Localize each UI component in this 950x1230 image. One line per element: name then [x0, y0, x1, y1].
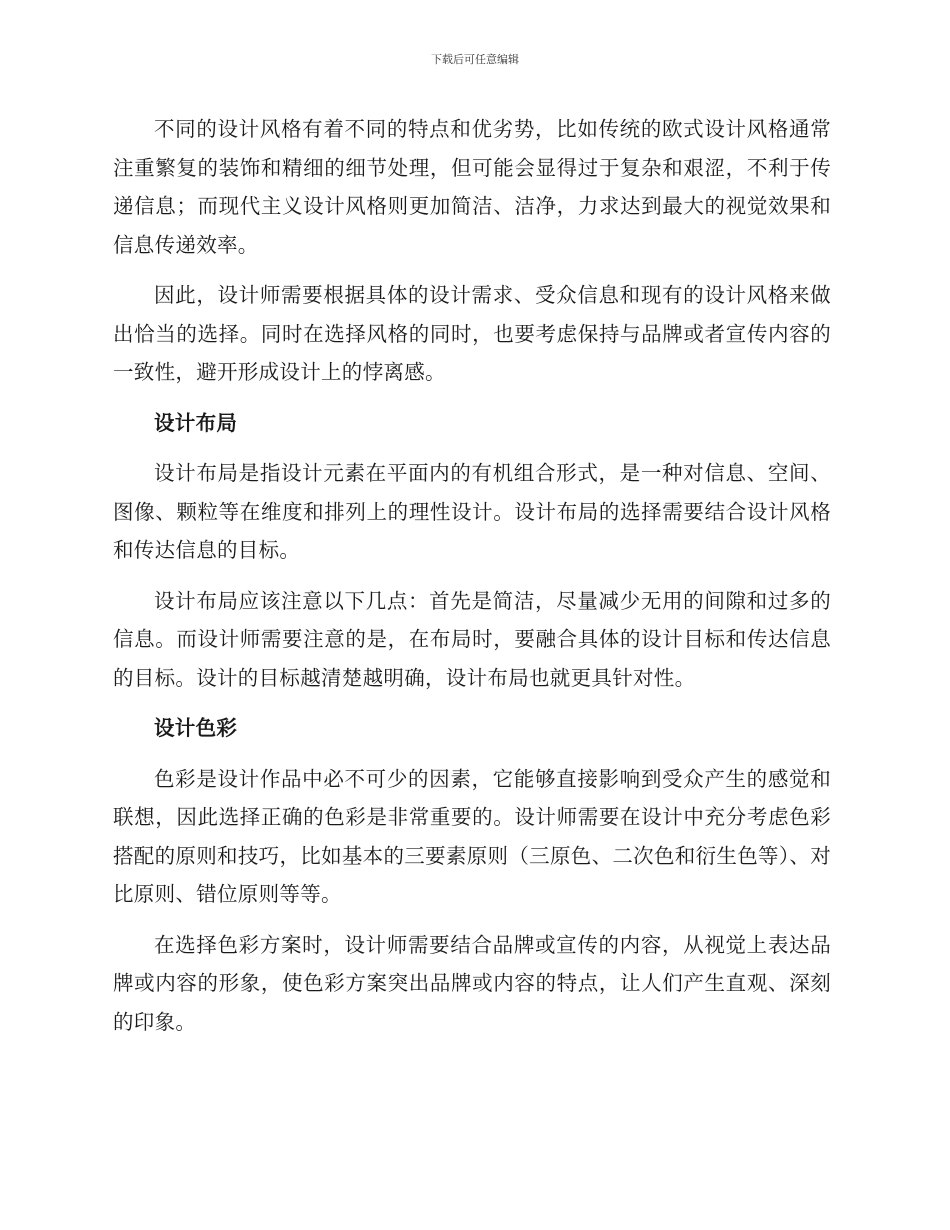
paragraph-layout-guidelines: 设计布局应该注意以下几点：首先是简洁，尽量减少无用的间隙和过多的信息。而设计师需要注意的是，在布局时，要融合具体的设计目标和传达信息的目标。设计的目标越清楚越明确，设计布局也就更具针对性。 [113, 588, 831, 690]
paragraph-color-importance: 色彩是设计作品中必不可少的因素，它能够直接影响到受众产生的感觉和联想，因此选择正确的色彩是非常重要的。设计师需要在设计中充分考虑色彩搭配的原则和技巧，比如基本的三要素原则（三原色、二次色和衍生色等）、对比原则、错位原则等等。 [113, 766, 831, 906]
section-heading-layout: 设计布局 [154, 410, 238, 435]
paragraph-color-scheme: 在选择色彩方案时，设计师需要结合品牌或宣传的内容，从视觉上表达品牌或内容的形象，使色彩方案突出品牌或内容的特点，让人们产生直观、深刻的印象。 [113, 932, 831, 1034]
paragraph-layout-definition: 设计布局是指设计元素在平面内的有机组合形式，是一种对信息、空间、图像、颗粒等在维度和排列上的理性设计。设计布局的选择需要结合设计风格和传达信息的目标。 [113, 461, 831, 562]
document-body [113, 110, 831, 1053]
paragraph-style-selection: 因此，设计师需要根据具体的设计需求、受众信息和现有的设计风格来做出恰当的选择。同时在选择风格的同时，也要考虑保持与品牌或者宣传内容的一致性，避开形成设计上的悖离感。 [113, 283, 831, 384]
page-header: 下载后可任意编辑 [431, 53, 519, 66]
section-heading-color: 设计色彩 [154, 716, 238, 740]
paragraph-design-style-comparison: 不同的设计风格有着不同的特点和优劣势，比如传统的欧式设计风格通常注重繁复的装饰和精细的细节处理，但可能会显得过于复杂和艰涩，不利于传递信息；而现代主义设计风格则更加简洁、洁净，力求达到最大的视觉效果和信息传递效率。 [113, 117, 831, 257]
